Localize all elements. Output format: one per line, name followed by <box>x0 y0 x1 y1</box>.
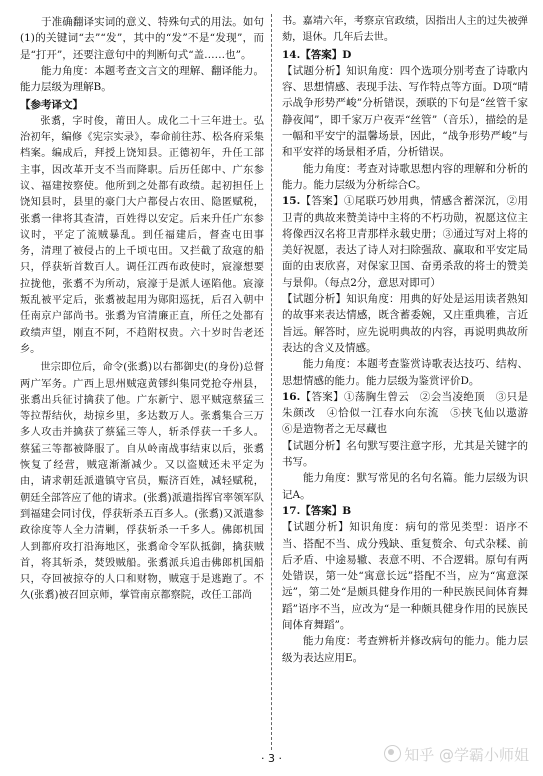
analysis: 【试题分析】名句默写要注意字形，尤其是关键字的书写。 <box>282 439 528 469</box>
ability: 能力角度：默写常见的名句名篇。能力层级为识记A。 <box>282 472 528 501</box>
question-number: 15. <box>282 195 301 208</box>
reference-translation-title: 【参考译文】 <box>20 99 83 112</box>
zhihu-avatar-icon <box>384 745 401 762</box>
question-number: 16. <box>282 390 301 403</box>
analysis: 【试题分析】知识角度：用典的好处是运用读者熟知的故事来表达情感，既含蓄委婉，又庄重典雅，言近旨远。解答时，应先说明典故的内容，再说明典故所表达的含义及情感。 <box>282 293 528 354</box>
reference-translation-paragraph-2: 世宗即位后，命令(张翥)以右都御史(的身份)总督两广军务。广西上思州贼寇黄镠纠集同党抢夺州县，张翥出兵征讨擒获了他。广东新宁、恩平贼寇蔡猛三等拉帮结伙，劫掠乡里，多达数万人。张翥集合三万多人攻击并擒获了蔡猛三等人，斩杀俘获一千多人。蔡猛三等都被降服了。自从岭南战事结束以后，张翥恢复了经营，贼寇渐渐减少。又以盗贼还未平定为由，请求朝廷派遣镇守官员，赈济百姓，减轻赋税，朝廷全部答应了他的请求。(张翥)派遣指挥官率领军队到福建会同讨伐，俘获斩杀五百多人。(张翥)又派遣参政徐度等人全力清剿，俘获斩杀一千多人。佛郎机国人到都府攻打沿海地区，张翥命令军队抵御，擒获贼首，将其斩杀，焚毁贼船。张翥派兵追击佛郎机国船只，夺回被掠夺的人口和财物，贼寇于是逃跑了。不久(张翥)被召回京师，掌管南京都察院，改任工部尚 <box>20 362 264 602</box>
question-16 <box>282 389 539 503</box>
answer: 【答案】①尾联巧妙用典，情感含蓄深沉，②用卫青的典故来赞美诗中主将的不朽功勋，祝愿这位主将像西汉名将卫青那样永载史册；③通过写对上将的美好祝愿，表达了诗人对扫除强敌、赢取和平安定局面的由衷欣喜，对保家卫国、奋勇杀敌的将士的赞美与景仰。（每点2分，意思对即可） <box>282 195 528 289</box>
question-number: 14. <box>282 48 301 61</box>
answer: 【答案】B <box>300 504 352 517</box>
analysis: 【试题分析】知识角度：病句的常见类型：语序不当、搭配不当、成分残缺、重复赘余、句式杂糅、前后矛盾、中途易辙、表意不明、不合逻辑。原句有两处错误，第一处“寓意长远”搭配不当，应为“寓意深远”，第二处“是颇具健身作用的一种民族民间体育舞蹈”语序不当，应改为“是一种颇具健身作用的民族民间体育舞蹈”。 <box>282 521 528 631</box>
answer-explanation: 于准确翻译实词的意义、特殊句式的用法。如句(1)的关键词“去”“发”，其中的“发”不是“发现”，而是“打开”，还要注意句中的判断句式“盖……也”。 <box>20 16 264 61</box>
question-15 <box>282 193 528 389</box>
translation-continuation: 书。嘉靖六年，考察京官政绩，因指出人主的过失被弹劾，退休。几年后去世。 <box>282 16 528 44</box>
ability: 能力角度：考查辨析并修改病句的能力。能力层级为表达应用E。 <box>282 635 528 664</box>
right-column <box>282 14 539 666</box>
answer: 【答案】D <box>300 48 352 61</box>
answer: 【答案】①荡胸生曾云 ②会当凌绝顶 ③只是朱颜改 ④恰似一江春水向东流 ⑤挟飞仙以遨游 ⑥是造物者之无尽藏也 <box>282 390 539 436</box>
reference-translation-paragraph-1: 张翥，字时俊，莆田人。成化二十三年进士。弘治初年，编修《宪宗实录》，奉命前往苏、松各府采集档案。编成后，拜授上饶知县。正德初年，升任工部主事，因改革开支不当而降职。后历任郎中、广东参议、福建按察使。他所到之处都有政绩。起初担任上饶知县时，县里的豪门大户都侵占农田、隐匿赋税，张翥一律将其查清，百姓得以安定。后来升任广东参议时，平定了流贼暴乱。到任福建后，督查屯田事务，清理了被侵占的上千顷屯田。又拦截了敌寇的船只，俘获斩首数百人。调任江西布政使时，宸濠想要拉拢他，张翥不为所动，宸濠于是派人诬陷他。宸濠叛乱被平定后，张翥被起用为郧阳巡抚，后召入朝中任南京户部尚书。张翥为官清廉正直，所任之处都有政绩声望，刚直不阿，不趋附权贵。六十岁时告老还乡。 <box>20 115 264 355</box>
question-17 <box>282 503 528 666</box>
ability: 能力角度：本题考查鉴赏诗歌表达技巧、结构、思想情感的能力。能力层级为鉴赏评价D。 <box>282 358 528 387</box>
ability-note: 能力角度：本题考查文言文的理解、翻译能力。能力层级为理解B。 <box>20 64 264 94</box>
column-divider <box>271 14 272 750</box>
question-number: 17. <box>282 504 301 517</box>
question-14 <box>282 47 528 194</box>
ability: 能力角度：考查对诗歌思想内容的理解和分析的能力。能力层级为分析综合C。 <box>282 162 528 191</box>
left-column <box>20 14 264 605</box>
watermark-text: 知乎 @学霸小师姐 <box>404 746 529 764</box>
analysis: 【试题分析】知识角度：四个选项分别考查了诗歌内容、思想情感、表现手法、写作特点等方面。D项“晴示战争形势严峻”分析错误，颈联的下句是“丝管千家静夜闻”，即千家万户夜弄“丝管”（音乐），描绘的是一幅和平安宁的温馨场景，因此，“战争形势严峻”与和平安祥的场景相矛盾，分析错误。 <box>282 64 528 159</box>
page-number: · 3 · <box>261 752 282 765</box>
watermark <box>381 744 529 765</box>
